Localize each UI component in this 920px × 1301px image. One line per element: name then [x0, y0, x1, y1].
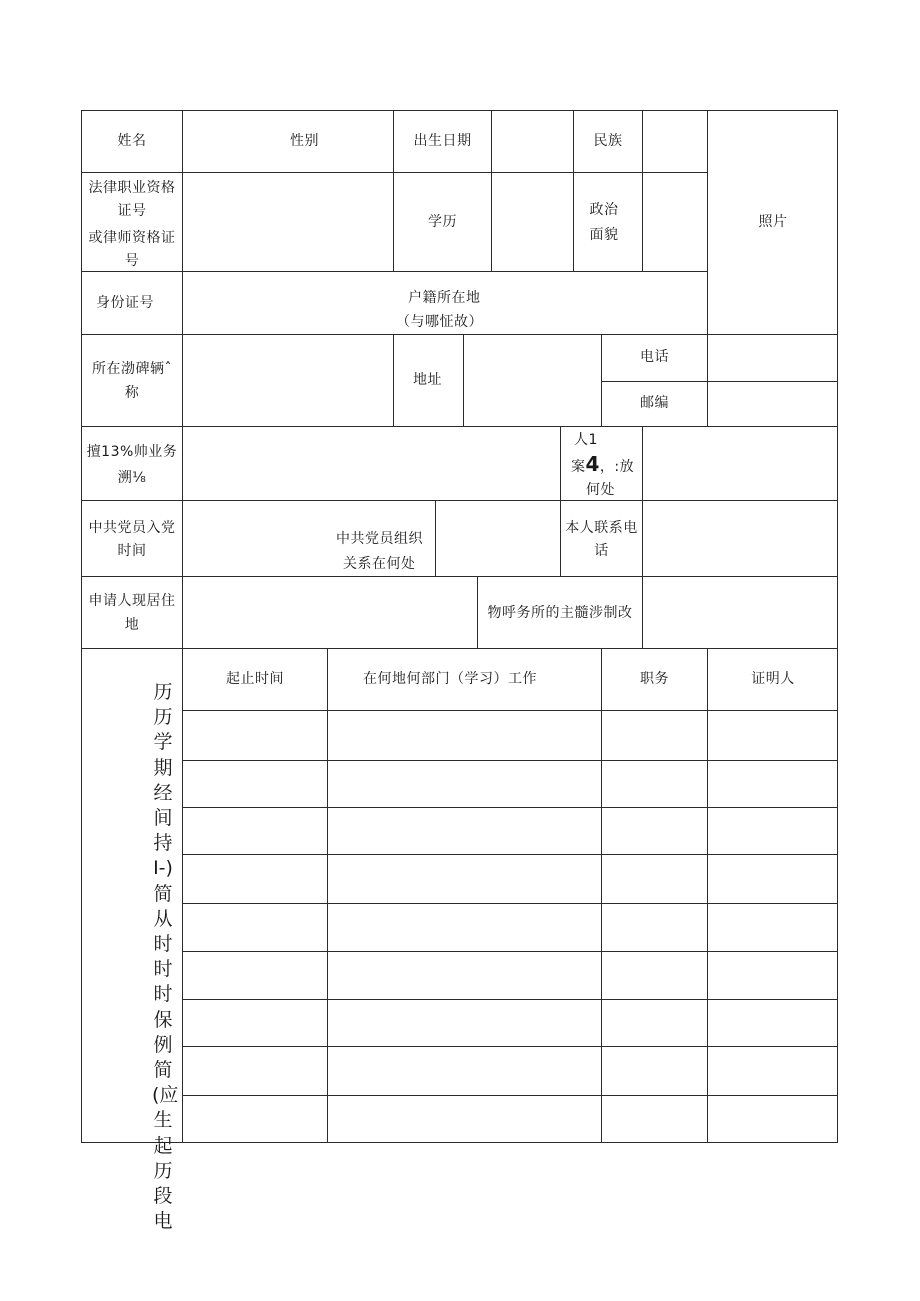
column-divider: [601, 648, 602, 1143]
party-org-label: 关系在何处: [343, 556, 416, 572]
column-divider: [491, 110, 492, 271]
row-divider: [81, 426, 838, 427]
gender-label: 性别: [290, 133, 319, 149]
row-divider: [81, 648, 838, 649]
row-divider: [182, 999, 838, 1000]
row-divider: [182, 710, 838, 711]
unit-name-label: 所在渤碑辆ˆ: [92, 361, 172, 377]
contact-phone-label: 话: [594, 543, 609, 559]
file-location-label: 何处: [586, 482, 615, 498]
row-divider: [81, 271, 708, 272]
row-divider: [81, 500, 838, 501]
cert-label: 证号: [117, 203, 147, 219]
firm-label: 物呼务所的主髓涉制改: [487, 605, 633, 621]
cert-label: 或律师资格证: [88, 230, 176, 246]
hukou-label: （与哪怔故）: [396, 314, 483, 330]
name-label: 姓名: [117, 133, 147, 149]
id-number-label: 身份证号: [96, 295, 154, 311]
row-divider: [182, 951, 838, 952]
row-divider: [182, 760, 838, 761]
practice-area-label: 擅13%帅业务: [86, 444, 178, 460]
column-divider: [393, 334, 394, 426]
resume-section-label: 历历学期经间持I-)简从时时时保例简(应生起历段电: [152, 681, 179, 1233]
column-divider: [327, 648, 328, 1143]
column-divider: [642, 426, 643, 576]
column-divider: [642, 576, 643, 648]
row-divider: [81, 576, 838, 577]
file-location-label: 人1: [574, 432, 598, 448]
row-divider: [182, 903, 838, 904]
row-divider: [182, 1095, 838, 1096]
political-status-label: 面貌: [589, 227, 619, 243]
hukou-label: 户籍所在地: [408, 290, 481, 306]
photo-label: 照片: [758, 214, 788, 230]
residence-label: 申请人现居住: [88, 593, 176, 609]
postcode-label: 邮编: [640, 395, 669, 411]
birth-date-label: 出生日期: [413, 133, 472, 149]
contact-phone-label: 本人联系电: [565, 520, 638, 536]
file-location-label: 案4，:放: [571, 452, 635, 476]
ethnicity-label: 民族: [593, 133, 623, 149]
application-form-table: [81, 110, 838, 1143]
row-divider: [81, 172, 708, 173]
resume-header-period: 起止时间: [226, 671, 284, 687]
resume-header-unit: 在何地何部门（学习）工作: [363, 671, 537, 687]
column-divider: [642, 110, 643, 271]
party-join-date-label: 中共党员入党: [88, 520, 176, 536]
column-divider: [707, 334, 708, 426]
column-divider: [463, 334, 464, 426]
address-label: 地址: [413, 372, 442, 388]
row-divider: [182, 854, 838, 855]
cert-label: 法律职业资格: [88, 180, 176, 196]
political-status-label: 政治: [589, 202, 619, 218]
row-divider: [182, 807, 838, 808]
cert-label: 号: [124, 253, 140, 269]
phone-label: 电话: [640, 349, 669, 365]
education-label: 学历: [428, 214, 457, 230]
unit-name-label: 称: [124, 385, 140, 401]
row-divider: [182, 1046, 838, 1047]
party-org-label: 中共党员组织: [336, 531, 423, 547]
row-divider: [601, 381, 838, 382]
column-divider: [435, 500, 436, 576]
resume-header-position: 职务: [640, 671, 669, 687]
party-join-date-label: 时间: [117, 543, 147, 559]
residence-label: 地: [124, 617, 140, 633]
column-divider: [182, 110, 183, 1143]
column-divider: [707, 648, 708, 1143]
resume-header-witness: 证明人: [751, 671, 795, 687]
row-divider: [81, 334, 838, 335]
practice-area-label: 溯⅛: [117, 470, 147, 486]
